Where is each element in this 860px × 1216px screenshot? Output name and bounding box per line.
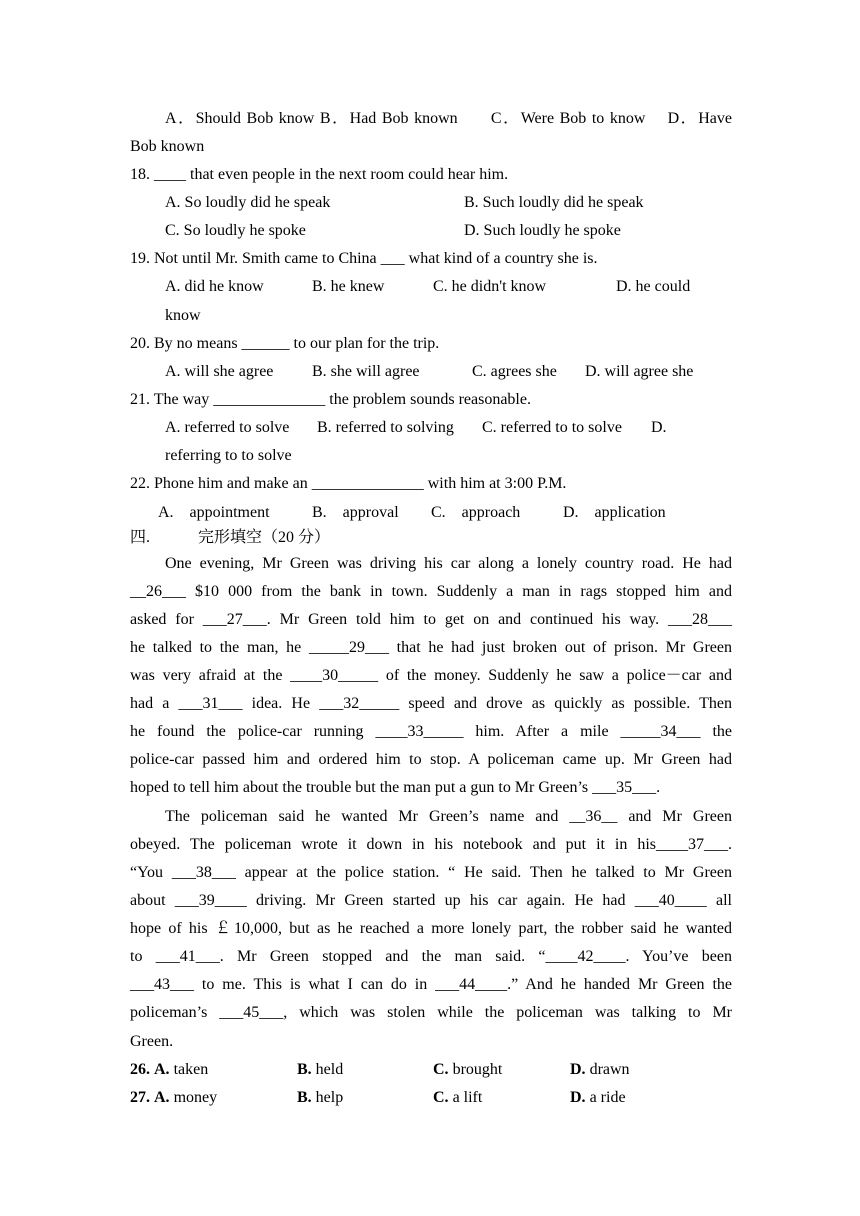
q21-stem: 21. The way ______________ the problem sounds reasonable. bbox=[130, 391, 531, 408]
q20-stem: 20. By no means ______ to our plan for the trip. bbox=[130, 335, 440, 352]
passage-line: One evening, Mr Green was driving his car along a lonely country road. He had bbox=[165, 555, 732, 572]
q21-option-c: C. referred to to solve bbox=[482, 419, 622, 436]
passage-line: The policeman said he wanted Mr Green’s name and __36__ and Mr Green bbox=[165, 808, 732, 825]
passage-line: about ___39____ driving. Mr Green started up his car again. He had ___40____ all bbox=[130, 892, 732, 909]
q20-option-c: C. agrees she bbox=[472, 363, 557, 380]
passage-line: he talked to the man, he _____29___ that he had just broken out of prison. Mr Green bbox=[130, 639, 732, 656]
passage-line: hope of his ￡10,000, but as he reached a more lonely part, the robber said he wanted bbox=[130, 920, 732, 937]
choice-letter-c: C. bbox=[433, 1089, 449, 1106]
passage-line: police-car passed him and ordered him to stop. A policeman came up. Mr Green had bbox=[130, 751, 732, 768]
q19-option-d: D. he could bbox=[616, 278, 691, 295]
choice-text-d: drawn bbox=[589, 1061, 630, 1078]
passage-line: Green. bbox=[130, 1033, 174, 1050]
choice-letter-d: D. bbox=[570, 1061, 586, 1078]
section-title: 完形填空（20 分） bbox=[198, 529, 331, 546]
choice-letter-b: B. bbox=[297, 1061, 312, 1078]
q21-option-a: A. referred to solve bbox=[165, 419, 290, 436]
choice-row-26 bbox=[130, 1059, 208, 1081]
choice-text-a: taken bbox=[173, 1061, 209, 1078]
choice-c-26 bbox=[433, 1059, 502, 1081]
q17-options-wrap: Bob known bbox=[130, 138, 205, 155]
choice-number: 26. bbox=[130, 1061, 150, 1078]
q20-option-a: A. will she agree bbox=[165, 363, 274, 380]
choice-text-b: help bbox=[315, 1089, 344, 1106]
passage-line: __26___ $10 000 from the bank in town. Suddenly a man in rags stopped him and bbox=[130, 583, 732, 600]
passage-line: hoped to tell him about the trouble but the man put a gun to Mr Green’s ___35___. bbox=[130, 779, 661, 796]
q22-option-d: D. application bbox=[563, 504, 666, 521]
choice-text-b: held bbox=[315, 1061, 344, 1078]
passage-line: policeman’s ___45___, which was stolen while the policeman was talking to Mr bbox=[130, 1004, 732, 1021]
passage-line: obeyed. The policeman wrote it down in his notebook and put it in his____37___. bbox=[130, 836, 732, 853]
passage-line: ___43___ to me. This is what I can do in ___44____.” And he handed Mr Green the bbox=[130, 976, 732, 993]
q17-options: A．Should Bob know B．Had Bob known C．Were Bob to know D．Have bbox=[165, 110, 732, 127]
choice-d-26 bbox=[570, 1059, 630, 1081]
q22-option-a: A. appointment bbox=[158, 504, 270, 521]
choice-d-27 bbox=[570, 1087, 626, 1109]
q18-option-d: D. Such loudly he spoke bbox=[464, 222, 621, 239]
passage-line: had a ___31___ idea. He ___32_____ speed and drove as quickly as possible. Then bbox=[130, 695, 732, 712]
q22-stem: 22. Phone him and make an ______________ with him at 3:00 P.M. bbox=[130, 475, 567, 492]
choice-letter-a: A. bbox=[154, 1089, 170, 1106]
choice-letter-b: B. bbox=[297, 1089, 312, 1106]
passage-line: asked for ___27___. Mr Green told him to get on and continued his way. ___28___ bbox=[130, 611, 732, 628]
q21-option-d: D. bbox=[651, 419, 667, 436]
choice-number: 27. bbox=[130, 1089, 150, 1106]
choice-row-27 bbox=[130, 1087, 217, 1109]
passage-line: he found the police-car running ____33_____ him. After a mile _____34___ the bbox=[130, 723, 732, 740]
q20-option-b: B. she will agree bbox=[312, 363, 420, 380]
choice-c-27 bbox=[433, 1087, 482, 1109]
choice-letter-c: C. bbox=[433, 1061, 449, 1078]
choice-text-c: a lift bbox=[452, 1089, 483, 1106]
choice-b-27 bbox=[297, 1087, 343, 1109]
q20-option-d: D. will agree she bbox=[585, 363, 694, 380]
q18-option-b: B. Such loudly did he speak bbox=[464, 194, 644, 211]
passage-line: was very afraid at the ____30_____ of the money. Suddenly he saw a police－car and bbox=[130, 667, 732, 684]
q18-option-a: A. So loudly did he speak bbox=[165, 194, 331, 211]
choice-text-a: money bbox=[173, 1089, 218, 1106]
q18-stem: 18. ____ that even people in the next room could hear him. bbox=[130, 166, 509, 183]
choice-b-26 bbox=[297, 1059, 343, 1081]
choice-letter-d: D. bbox=[570, 1089, 586, 1106]
choice-text-d: a ride bbox=[589, 1089, 626, 1106]
section-number: 四. bbox=[130, 529, 151, 546]
q19-option-c: C. he didn't know bbox=[433, 278, 547, 295]
passage-line: “You ___38___ appear at the police station. “ He said. Then he talked to Mr Green bbox=[130, 864, 732, 881]
q21-option-b: B. referred to solving bbox=[317, 419, 454, 436]
q19-option-wrap: know bbox=[165, 307, 201, 324]
q22-option-c: C. approach bbox=[431, 504, 521, 521]
q18-option-c: C. So loudly he spoke bbox=[165, 222, 306, 239]
choice-text-c: brought bbox=[452, 1061, 503, 1078]
q19-option-b: B. he knew bbox=[312, 278, 385, 295]
q19-option-a: A. did he know bbox=[165, 278, 264, 295]
choice-letter-a: A. bbox=[154, 1061, 170, 1078]
q21-option-wrap: referring to to solve bbox=[165, 447, 292, 464]
passage-line: to ___41___. Mr Green stopped and the man said. “____42____. You’ve been bbox=[130, 948, 732, 965]
q19-stem: 19. Not until Mr. Smith came to China ___ what kind of a country she is. bbox=[130, 250, 598, 267]
q22-option-b: B. approval bbox=[312, 504, 399, 521]
